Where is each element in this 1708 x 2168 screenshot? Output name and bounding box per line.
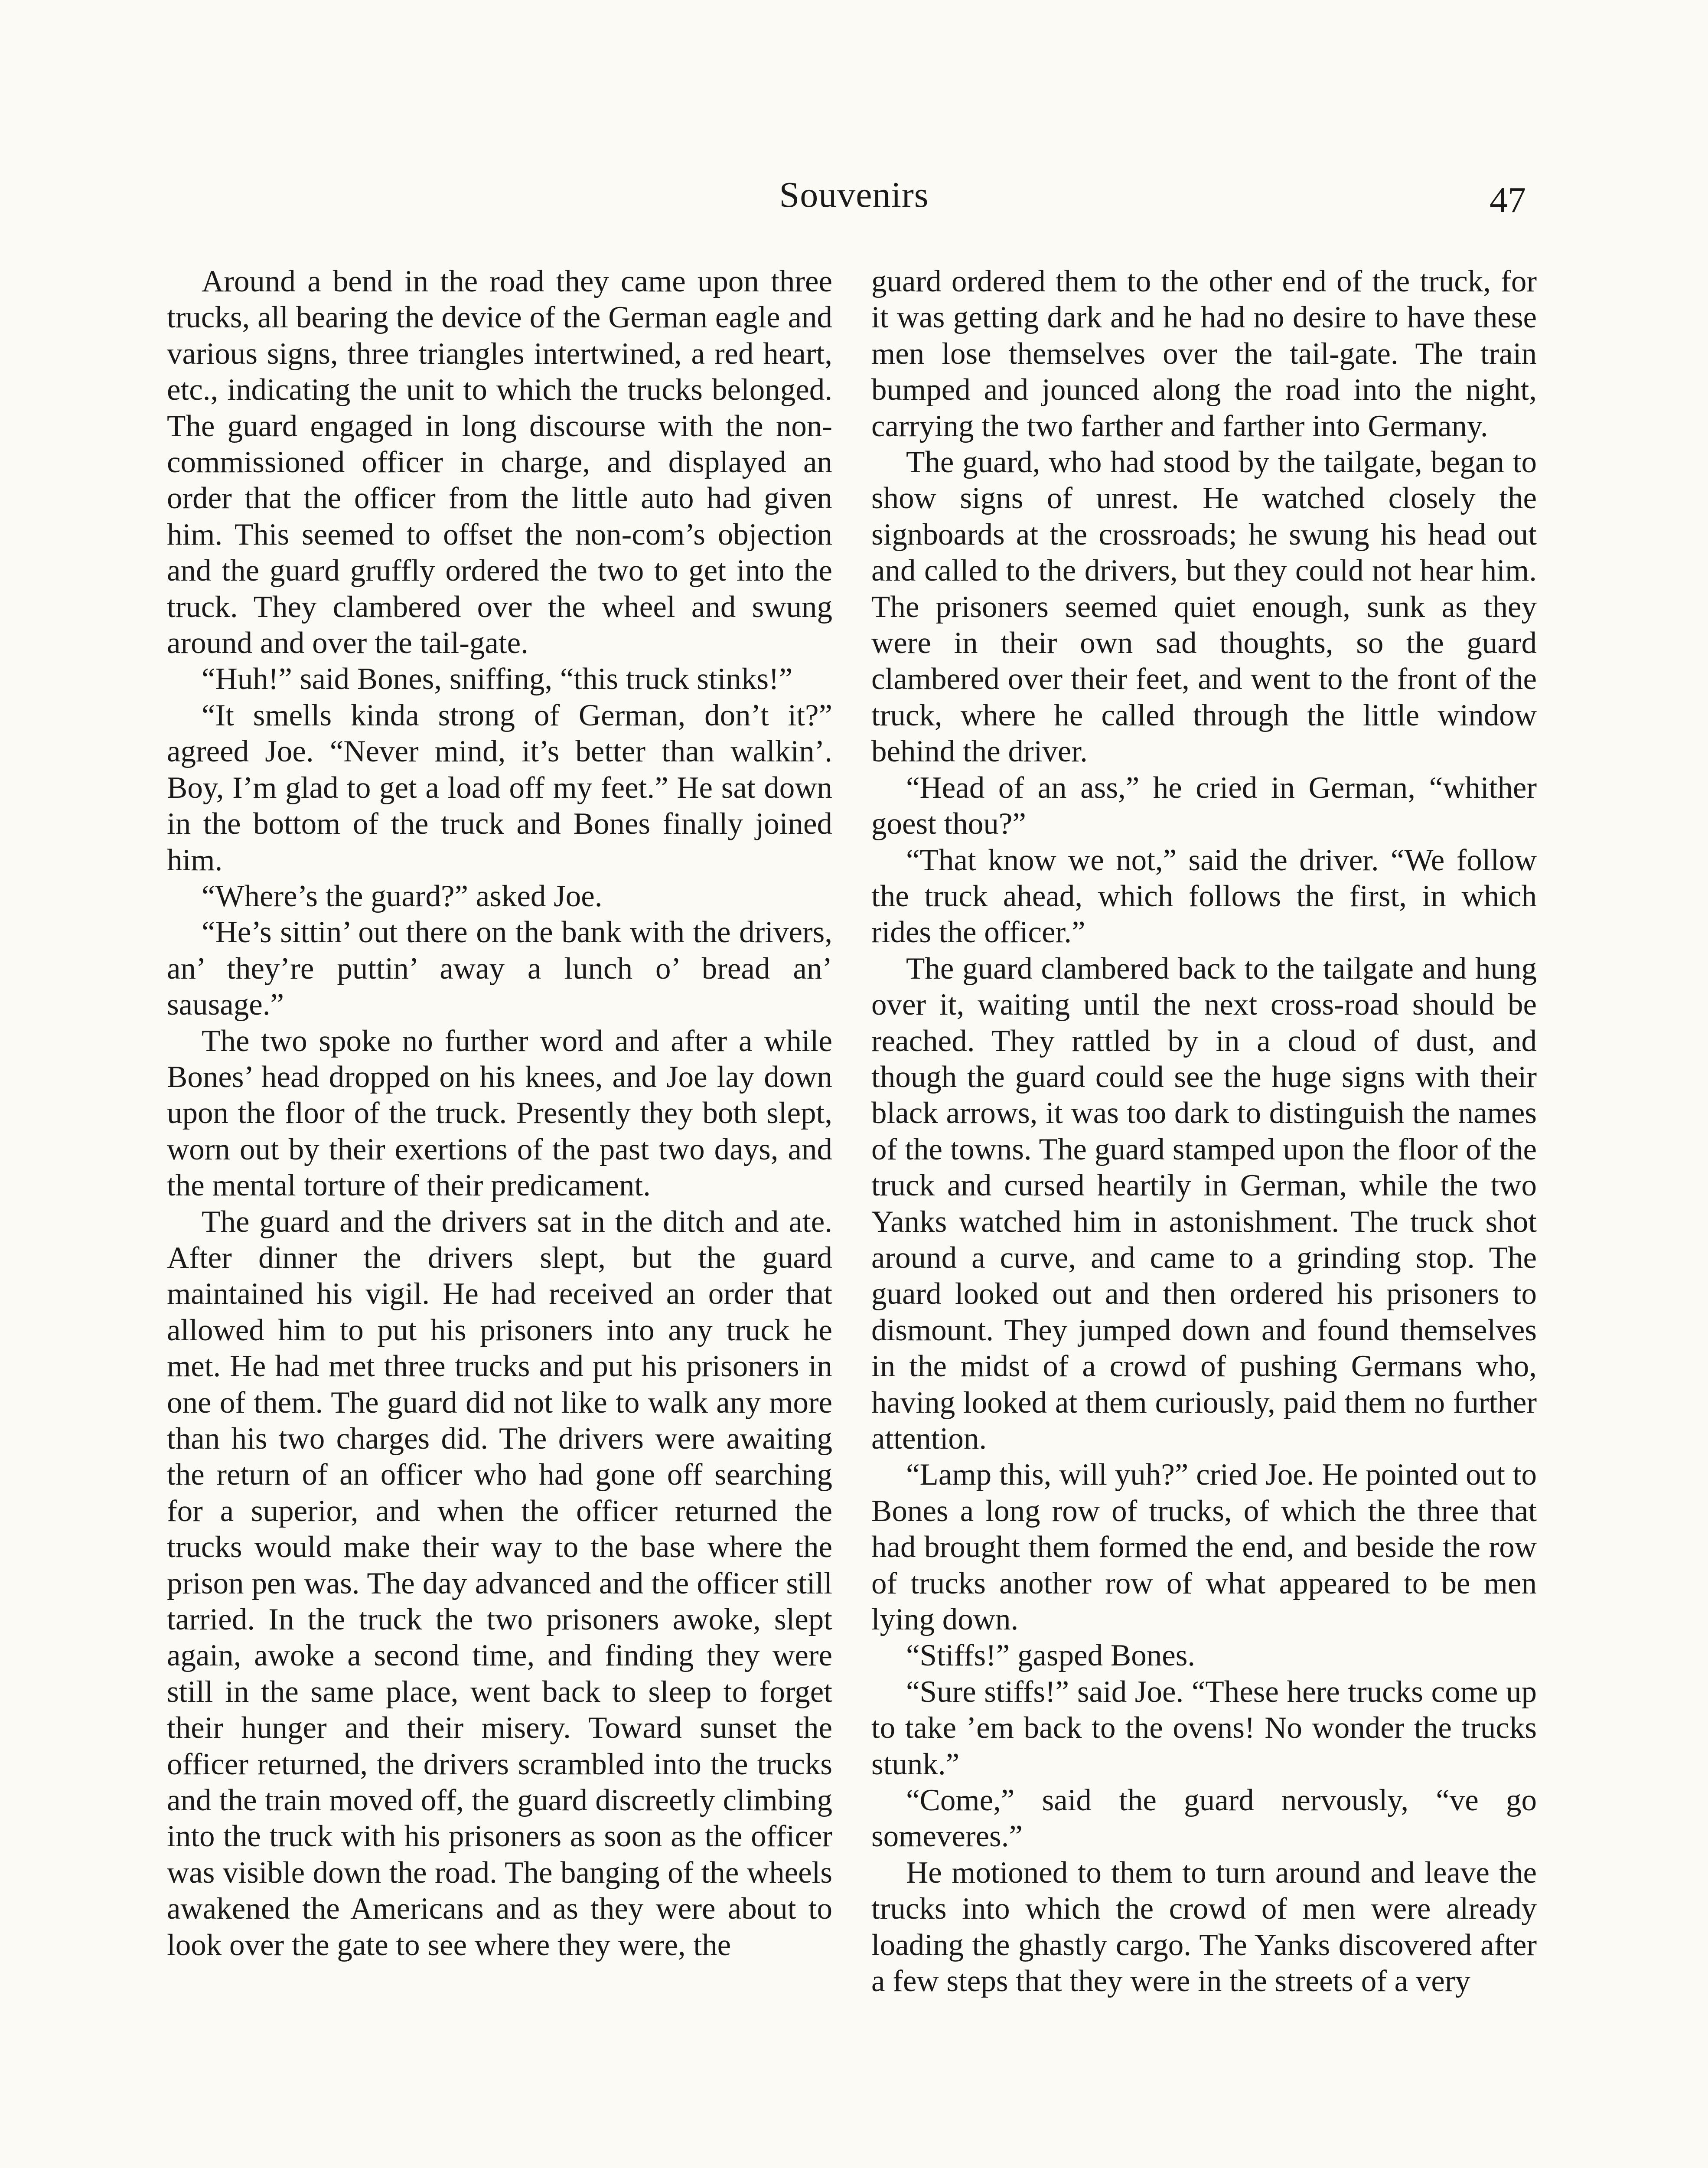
paragraph: He motioned to them to turn around and leave the trucks into which the crowd of men were already loading the ghastly cargo. The Yanks discovered after a few steps that they were in the streets of a very: [871, 1855, 1537, 1998]
paragraph: “He’s sittin’ out there on the bank with the drivers, an’ they’re puttin’ away a lunch o’ bread an’ sausage.”: [167, 915, 832, 1022]
paragraph: “Where’s the guard?” asked Joe.: [202, 879, 603, 913]
paragraph: Around a bend in the road they came upon three trucks, all bearing the device of the German eagle and various signs, three triangles intertwined, a red heart, etc., indicating the unit to which the trucks belonged. The guard engaged in long discourse with the non-commissioned officer in charge, and displayed an order that the officer from the little auto had given him. This seemed to offset the non-com’s objection and the guard gruffly ordered the two to get into the truck. They clambered over the wheel and swung around and over the tail-gate.: [167, 264, 832, 660]
paragraph: The guard clambered back to the tailgate and hung over it, waiting until the next cross-road should be reached. They rattled by in a cloud of dust, and though the guard could see the huge signs with their black arrows, it was too dark to distinguish the names of the towns. The guard stamped upon the floor of the truck and cursed heartily in German, while the two Yanks watched him in astonishment. The truck shot around a curve, and came to a grinding stop. The guard looked out and then ordered his prisoners to dismount. They jumped down and found themselves in the midst of a crowd of pushing Germans who, having looked at them curiously, paid them no further attention.: [871, 951, 1537, 1456]
paragraph: “It smells kinda strong of German, don’t it?” agreed Joe. “Never mind, it’s better than walkin’. Boy, I’m glad to get a load off my feet.” He sat down in the bottom of the truck and Bones finally joined him.: [167, 698, 832, 877]
paragraph: “Come,” said the guard nervously, “ve go someveres.”: [871, 1783, 1537, 1854]
page-number: 47: [1490, 180, 1526, 220]
text-column-left: [167, 264, 832, 1963]
paragraph: “Sure stiffs!” said Joe. “These here trucks come up to take ’em back to the ovens! No wonder the trucks stunk.”: [871, 1675, 1537, 1781]
paragraph: The two spoke no further word and after a while Bones’ head dropped on his knees, and Joe lay down upon the floor of the truck. Presently they both slept, worn out by their exertions of the past two days, and the mental torture of their predicament.: [167, 1024, 832, 1203]
paragraph: The guard and the drivers sat in the ditch and ate. After dinner the drivers slept, but the guard maintained his vigil. He had received an order that allowed him to put his prisoners into any truck he met. He had met three trucks and put his prisoners in one of them. The guard did not like to walk any more than his two charges did. The drivers were awaiting the return of an officer who had gone off searching for a superior, and when the officer returned the trucks would make their way to the base where the prison pen was. The day advanced and the officer still tarried. In the truck the two prisoners awoke, slept again, awoke a second time, and finding they were still in the same place, went back to sleep to forget their hunger and their misery. Toward sunset the officer returned, the drivers scrambled into the trucks and the train moved off, the guard discreetly climbing into the truck with his prisoners as soon as the officer was visible down the road. The banging of the wheels awakened the Americans and as they were about to look over the gate to see where they were, the: [167, 1205, 832, 1962]
paragraph: “Huh!” said Bones, sniffing, “this truck stinks!”: [202, 662, 793, 696]
paragraph: “That know we not,” said the driver. “We follow the truck ahead, which follows the first, in which rides the officer.”: [871, 843, 1537, 950]
paragraph: “Lamp this, will yuh?” cried Joe. He pointed out to Bones a long row of trucks, of which the three that had brought them formed the end, and beside the row of trucks another row of what appeared to be men lying down.: [871, 1458, 1537, 1637]
text-column-right: [871, 264, 1537, 2000]
paragraph: The guard, who had stood by the tailgate, began to show signs of unrest. He watched closely the signboards at the crossroads; he swung his head out and called to the drivers, but they could not hear him. The prisoners seemed quiet enough, sunk as they were in their own sad thoughts, so the guard clambered over their feet, and went to the front of the truck, where he called through the little window behind the driver.: [871, 445, 1537, 769]
paragraph: “Head of an ass,” he cried in German, “whither goest thou?”: [871, 771, 1537, 841]
paragraph: “Stiffs!” gasped Bones.: [906, 1639, 1196, 1673]
running-header-title: Souvenirs: [779, 175, 929, 215]
paragraph: guard ordered them to the other end of the truck, for it was getting dark and he had no desire to have these men lose themselves over the tail-gate. The train bumped and jounced along the road into the night, carrying the two farther and farther into Germany.: [871, 264, 1537, 443]
